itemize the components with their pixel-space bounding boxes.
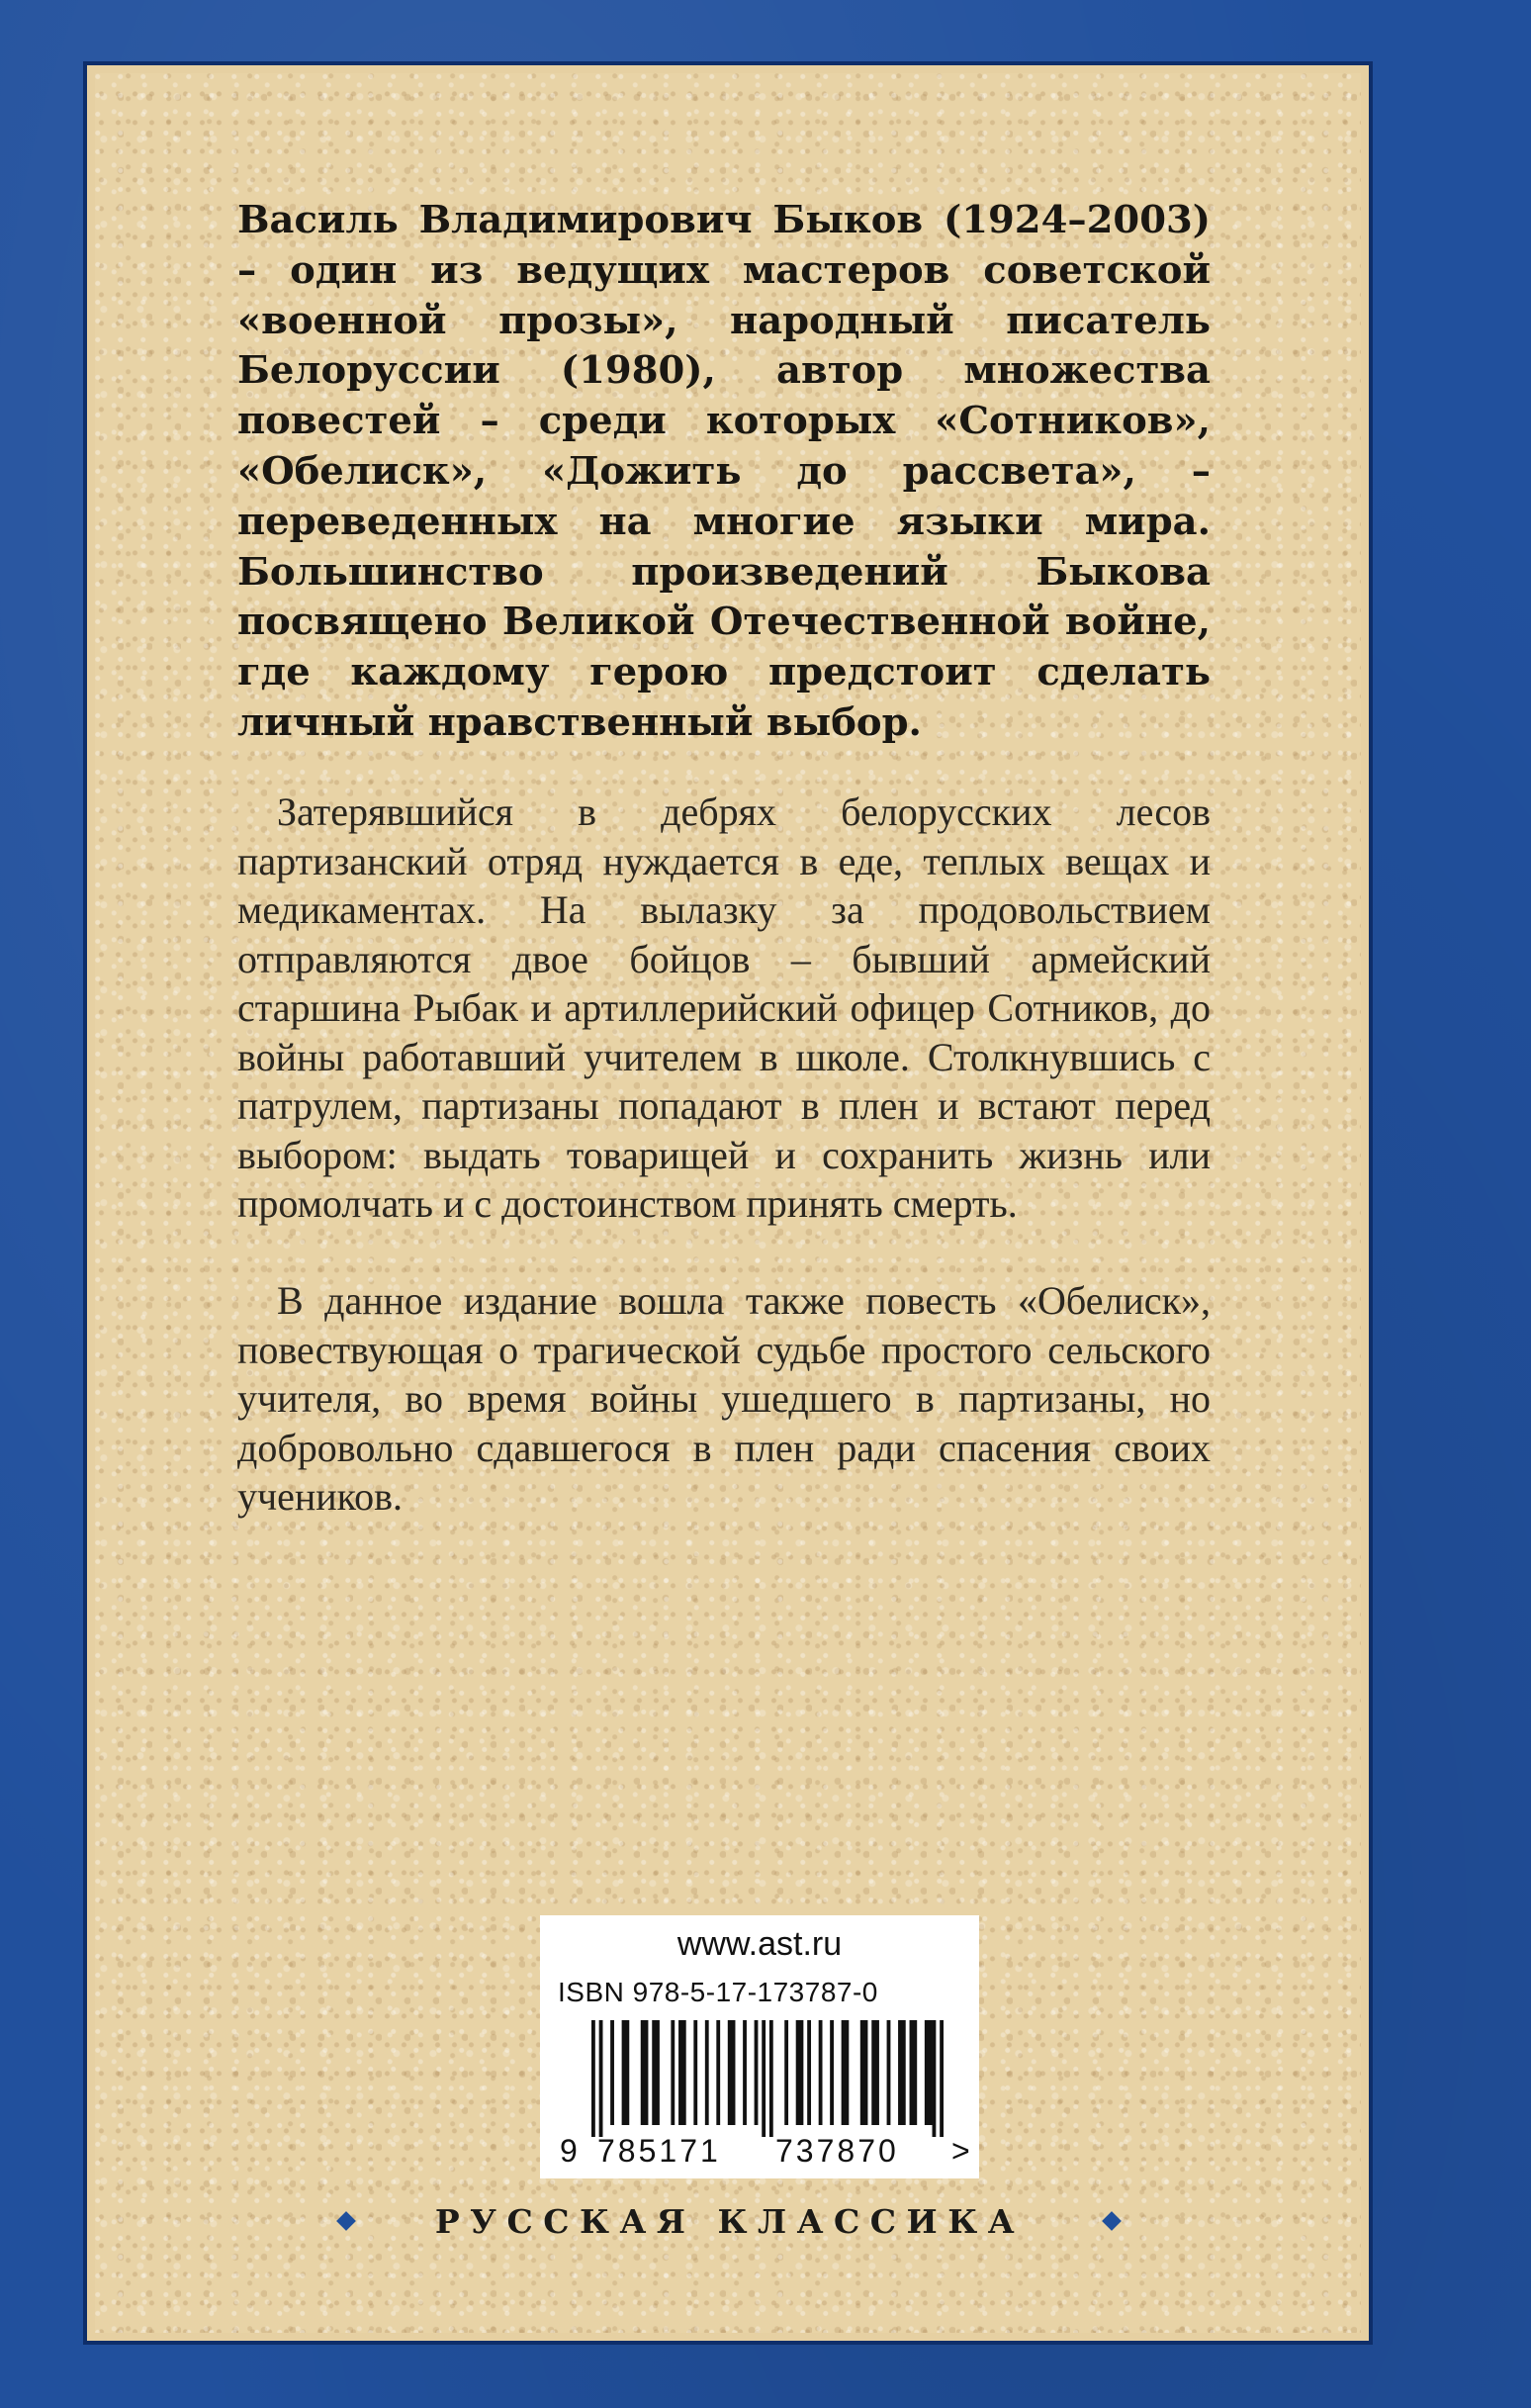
barcode-bar — [693, 2020, 697, 2125]
barcode-bar — [940, 2020, 944, 2137]
barcode-bar — [716, 2020, 720, 2125]
barcode-bar — [871, 2020, 879, 2125]
barcode-icon — [591, 2020, 944, 2137]
book-description-paragraph: В данное издание вошла также повесть «Обелиск», повествующая о трагической судьбе простого сельского учителя, во время войны ушедшего в партизаны, но добровольно сдавшегося в плен ради спасения своих учеников. — [237, 1278, 1211, 1519]
barcode-bar — [599, 2020, 603, 2137]
diamond-ornament-icon — [1102, 2211, 1124, 2233]
barcode-bar — [796, 2020, 804, 2125]
barcode-bar — [762, 2020, 766, 2137]
barcode-bar — [678, 2020, 686, 2125]
isbn-number: ISBN 978-5-17-173787-0 — [558, 1977, 878, 2007]
barcode-bar — [610, 2020, 614, 2125]
barcode-bar — [784, 2020, 788, 2125]
barcode-bar — [728, 2020, 736, 2125]
barcode-bar — [933, 2020, 937, 2137]
barcode-bar — [641, 2020, 649, 2125]
barcode-end-mark: > — [951, 2133, 970, 2169]
barcode-bar — [705, 2020, 709, 2125]
barcode-bar — [819, 2020, 823, 2125]
barcode-bar — [671, 2020, 675, 2125]
barcode-bar — [898, 2020, 906, 2125]
barcode-bar — [887, 2020, 891, 2125]
barcode-bar — [743, 2020, 747, 2125]
barcode-bar — [910, 2020, 918, 2125]
barcode-bar — [755, 2020, 759, 2125]
barcode-digits-right: 737870 — [775, 2133, 899, 2169]
isbn-barcode-box — [540, 1915, 979, 2178]
barcode-bar — [769, 2020, 773, 2137]
barcode-bar — [652, 2020, 660, 2125]
barcode-bar — [860, 2020, 868, 2125]
barcode-digits — [540, 2133, 979, 2173]
diamond-ornament-icon — [336, 2211, 358, 2233]
barcode-bar — [925, 2020, 933, 2125]
barcode-digits-left: 785171 — [597, 2133, 721, 2169]
book-description-paragraph: Затерявшийся в дебрях белорусских лесов партизанский отряд нуждается в еде, теплых вещах и медикаментах. На вылазку за продовольствием отправляются двое бойцов – бывший армейский старшина Рыбак и артиллерийский офицер Сотников, до войны работавший учителем в школе. Столкнувшись с патрулем, партизаны попадают в плен и встают перед выбором: выдать товарищей и сохранить жизнь или промолчать и с достоинством принять смерть. — [237, 789, 1211, 1226]
barcode-bar — [830, 2020, 834, 2125]
barcode-bar — [622, 2020, 630, 2125]
series-line — [336, 2202, 1124, 2241]
barcode-digit-first: 9 — [560, 2133, 578, 2169]
author-bio: Василь Владимирович Быков (1924–2003) – один из ведущих мастеров советской «военной прозы», народный писатель Белоруссии (1980), автор множества повестей – среди которых «Сотников», «Обелиск», «Дожить до рассвета», – переведенных на многие языки мира. Большинство произведений Быкова посвящено Великой Отечественной войне, где каждому герою предстоит сделать личный нравственный выбор. — [237, 198, 1211, 745]
barcode-bar — [591, 2020, 595, 2137]
barcode-bar — [842, 2020, 850, 2125]
barcode-bar — [807, 2020, 811, 2125]
publisher-website: www.ast.ru — [676, 1925, 843, 1963]
series-title: РУССКАЯ КЛАССИКА — [434, 2202, 1026, 2241]
